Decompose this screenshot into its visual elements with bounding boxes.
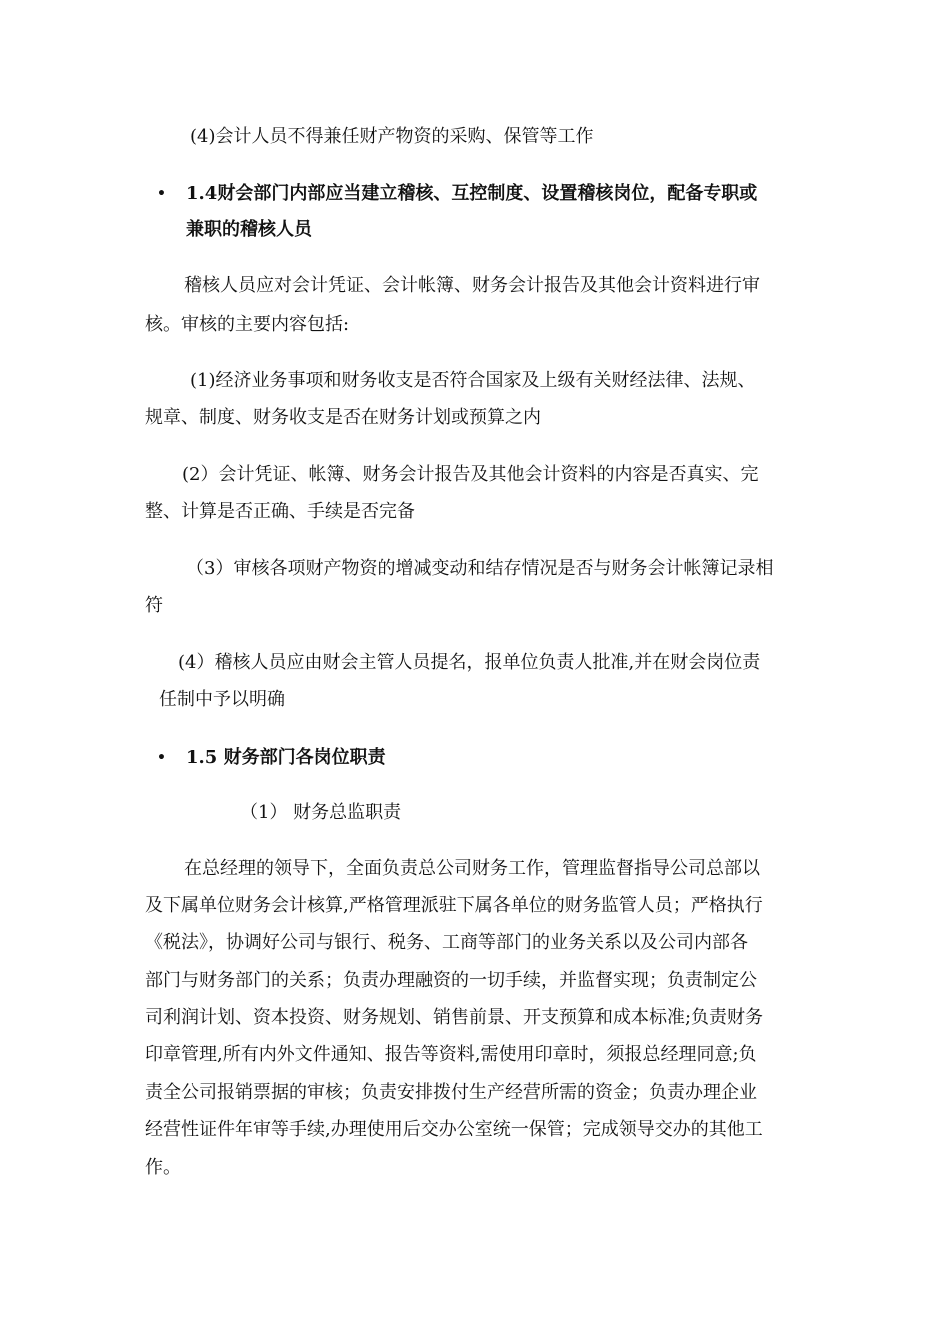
section-1-4-heading-line2: 兼职的稽核人员 — [186, 219, 312, 240]
cfo-duties-line: 部门与财务部门的关系；负责办理融资的一切手续，并监督实现；负责制定公 — [145, 970, 757, 991]
audit-item-4-line1: (4）稽核人员应由财会主管人员提名，报单位负责人批准,并在财会岗位责 — [178, 652, 761, 673]
sub-heading-cfo-duties: （1） 财务总监职责 — [240, 802, 402, 823]
section-1-5-heading: 1.5 财务部门各岗位职责 — [186, 747, 386, 768]
audit-item-3-line2: 符 — [145, 595, 163, 616]
audit-item-3-line1: （3）审核各项财产物资的增减变动和结存情况是否与财务会计帐簿记录相 — [186, 558, 774, 579]
cfo-duties-line: 印章管理,所有内外文件通知、报告等资料,需使用印章时，须报总经理同意;负 — [145, 1044, 757, 1065]
cfo-duties-line: 在总经理的领导下，全面负责总公司财务工作，管理监督指导公司总部以 — [184, 858, 760, 879]
audit-item-2-line2: 整、计算是否正确、手续是否完备 — [145, 501, 415, 522]
bullet-1-4: • — [157, 186, 166, 202]
cfo-duties-line: 《税法》，协调好公司与银行、税务、工商等部门的业务关系以及公司内部各 — [145, 932, 748, 953]
cfo-duties-line: 及下属单位财务会计核算,严格管理派驻下属各单位的财务监管人员；严格执行 — [145, 895, 763, 916]
item-no-dual-roles: (4)会计人员不得兼任财产物资的采购、保管等工作 — [190, 126, 594, 147]
bullet-1-5: • — [157, 750, 166, 766]
section-1-4-heading-line1: 1.4财会部门内部应当建立稽核、互控制度、设置稽核岗位，配备专职或 — [186, 183, 758, 204]
audit-item-1-line2: 规章、制度、财务收支是否在财务计划或预算之内 — [145, 407, 541, 428]
cfo-duties-line: 经营性证件年审等手续,办理使用后交办公室统一保管；完成领导交办的其他工 — [145, 1119, 763, 1140]
cfo-duties-line: 司利润计划、资本投资、财务规划、销售前景、开支预算和成本标准;负责财务 — [145, 1007, 764, 1028]
cfo-duties-line: 责全公司报销票据的审核；负责安排拨付生产经营所需的资金；负责办理企业 — [145, 1082, 757, 1103]
audit-intro-line2: 核。审核的主要内容包括: — [145, 314, 350, 335]
audit-item-1-line1: (1)经济业务事项和财务收支是否符合国家及上级有关财经法律、法规、 — [190, 370, 756, 391]
audit-item-2-line1: (2）会计凭证、帐簿、财务会计报告及其他会计资料的内容是否真实、完 — [182, 464, 759, 485]
audit-intro-line1: 稽核人员应对会计凭证、会计帐簿、财务会计报告及其他会计资料进行审 — [184, 275, 760, 296]
cfo-duties-line: 作。 — [145, 1157, 181, 1178]
audit-item-4-line2: 任制中予以明确 — [159, 689, 285, 710]
